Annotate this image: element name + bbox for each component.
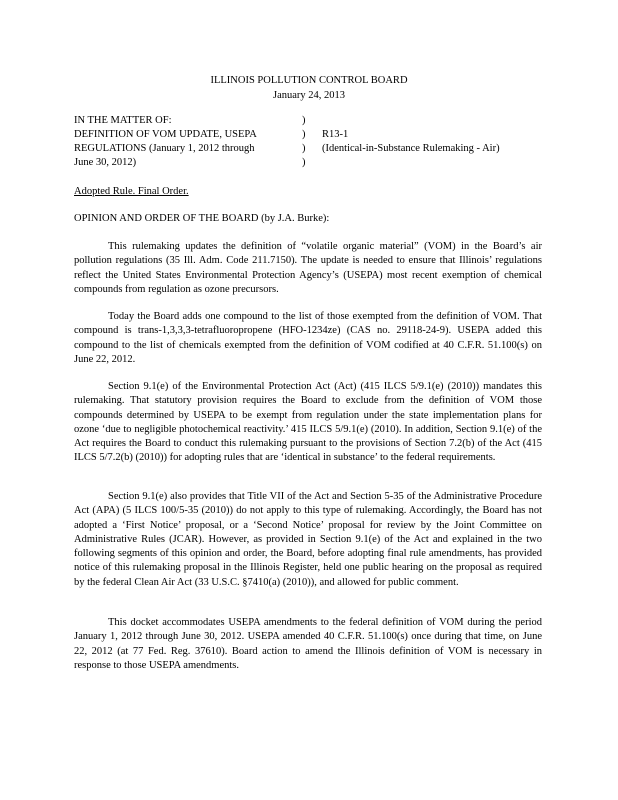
- caption-row: [74, 156, 544, 170]
- caption-row: [74, 142, 544, 156]
- caption-paren: ): [302, 129, 306, 140]
- document-header: [0, 73, 618, 103]
- caption-paren: ): [302, 143, 306, 154]
- docket-number: R13-1: [322, 129, 349, 140]
- rulemaking-type: (Identical-in-Substance Rulemaking - Air): [322, 143, 500, 154]
- case-caption: [74, 114, 544, 170]
- caption-row: [74, 128, 544, 142]
- caption-left: REGULATIONS (January 1, 2012 through: [74, 143, 255, 154]
- paragraph-text: Section 9.1(e) of the Environmental Protection Act (Act) (415 ILCS 5/9.1(e) (2010)) mandates this rulemaking. That statutory provision requires the Board to exclude from the definition of VOM those compounds determined by USEPA to be exempt from regulation under the state implementation plans for ozone ‘due to negligible photochemical reactivity.’ 415 ILCS 5/9.1(e) (2010). In addition, Section 9.1(e) of the Act requires the Board to conduct this rulemaking pursuant to the provisions of Section 7.2(b) of the Act (415 ILCS 5/7.2(b) (2010)) for adopting rules that are ‘identical in substance’ to the federal requirements.: [74, 381, 542, 464]
- paragraph-text: This docket accommodates USEPA amendments to the federal definition of VOM during the period January 1, 2012 through June 30, 2012. USEPA amended 40 C.F.R. 51.100(s) once during that time, on June 22, 2012 (at 77 Fed. Reg. 37610). Board action to amend the Illinois definition of VOM is necessary in response to those USEPA amendments.: [74, 617, 542, 671]
- agency-name: ILLINOIS POLLUTION CONTROL BOARD: [210, 75, 408, 86]
- caption-right: [322, 156, 544, 170]
- paragraph: [74, 616, 542, 673]
- paragraph: [74, 380, 542, 466]
- caption-paren: ): [302, 115, 306, 126]
- order-status: Adopted Rule. Final Order.: [74, 186, 189, 197]
- caption-left: IN THE MATTER OF:: [74, 115, 172, 126]
- paragraph-text: Today the Board adds one compound to the list of those exempted from the definition of VOM. That compound is trans-1,3,3,3-tetrafluoropropene (HFO-1234ze) (CAS no. 29118-24-9). USEPA added this compound to the list of chemicals exempted from the definition of VOM codified at 40 C.F.R. 51.100(s) on June 22, 2012.: [74, 311, 542, 365]
- paragraph: [74, 240, 542, 297]
- caption-right: [322, 114, 544, 128]
- caption-paren: ): [302, 157, 306, 168]
- opinion-heading: OPINION AND ORDER OF THE BOARD (by J.A. Burke):: [74, 213, 330, 224]
- document-date: January 24, 2013: [272, 90, 346, 101]
- paragraph: [74, 490, 542, 590]
- caption-left: DEFINITION OF VOM UPDATE, USEPA: [74, 129, 257, 140]
- paragraph-text: This rulemaking updates the definition of “volatile organic material” (VOM) in the Board’s air pollution regulations (35 Ill. Adm. Code 211.7150). The update is needed to ensure that Illinois’ regulations reflect the United States Environmental Protection Agency’s (USEPA) most recent exemption of chemical compounds from regulation as ozone precursors.: [74, 241, 542, 295]
- paragraph-text: Section 9.1(e) also provides that Title VII of the Act and Section 5-35 of the Administrative Procedure Act (APA) (5 ILCS 100/5-35 (2010)) do not apply to this type of rulemaking. Accordingly, the Board has not adopted a ‘First Notice’ proposal, or a ‘Second Notice’ proposal for review by the Joint Committee on Administrative Rules (JCAR). However, as provided in Section 9.1(e) of the Act and explained in the two following segments of this opinion and order, the Board, before adopting final rule amendments, has provided notice of this rulemaking proposal in the Illinois Register, held one public hearing on the proposal as required by the federal Clean Air Act (33 U.S.C. §7410(a) (2010)), and allowed for public comment.: [74, 491, 542, 588]
- paragraph: [74, 310, 542, 367]
- caption-row: [74, 114, 544, 128]
- caption-left: June 30, 2012): [74, 157, 137, 168]
